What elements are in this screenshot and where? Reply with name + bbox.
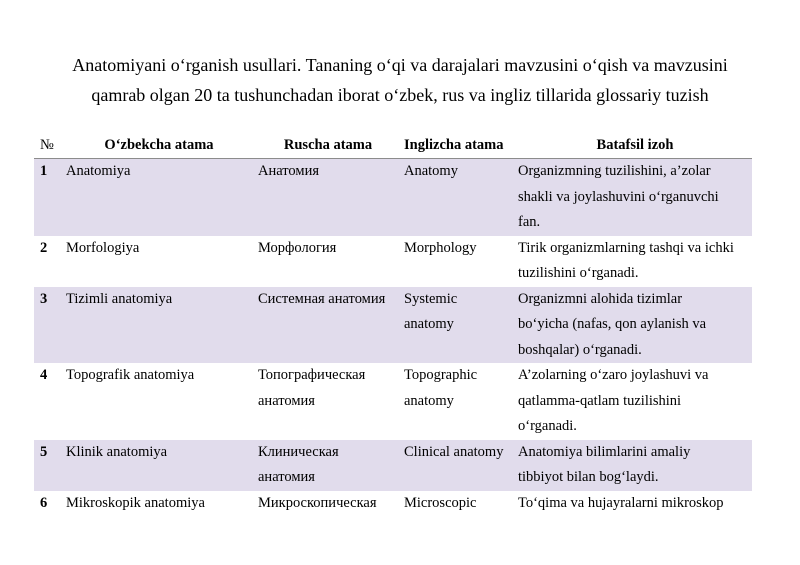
cell-description bbox=[512, 159, 752, 236]
cell-line: Tirik organizmlarning tashqi va ichki bbox=[518, 239, 734, 256]
cell-line: shakli va joylashuvini o‘rganuvchi bbox=[518, 188, 719, 205]
table-row bbox=[34, 159, 752, 236]
cell-number: 3 bbox=[40, 290, 48, 307]
cell-line: Organizmni alohida tizimlar bbox=[518, 290, 683, 307]
cell-line: Morfologiya bbox=[66, 239, 140, 256]
cell-description bbox=[512, 287, 752, 364]
cell-line: Organizmning tuzilishini, a’zolar bbox=[518, 163, 711, 179]
cell-description bbox=[512, 236, 752, 287]
cell-description bbox=[512, 440, 752, 491]
cell-line: Microscopic bbox=[404, 494, 477, 511]
cell-line: Топографическая bbox=[258, 367, 366, 383]
cell-line: Anatomy bbox=[404, 163, 458, 179]
cell-line: Mikroskopik anatomiya bbox=[66, 494, 205, 511]
header-uzbek-term: O‘zbekcha atama bbox=[104, 137, 214, 153]
cell-line: tuzilishini o‘rganadi. bbox=[518, 265, 639, 281]
header-english-term: Inglizcha atama bbox=[404, 137, 504, 153]
cell-line: qatlamma-qatlam tuzilishini bbox=[518, 392, 682, 409]
cell-description bbox=[512, 363, 752, 440]
cell-line: Микроскопическая bbox=[258, 494, 377, 511]
cell-line: Анатомия bbox=[258, 163, 320, 179]
cell-number: 5 bbox=[40, 443, 48, 460]
cell-russian-term bbox=[252, 491, 398, 517]
cell-line: Anatomiya bilimlarini amaliy bbox=[518, 443, 691, 460]
cell-line: tibbiyot bilan bog‘laydi. bbox=[518, 469, 659, 485]
cell-english-term bbox=[398, 287, 512, 338]
cell-uzbek-term bbox=[60, 159, 252, 185]
cell-english-term bbox=[398, 363, 512, 414]
table-row bbox=[34, 236, 752, 287]
table-body bbox=[34, 159, 752, 521]
cell-english-term bbox=[398, 440, 512, 466]
cell-line: анатомия bbox=[258, 469, 315, 485]
header-description: Batafsil izoh bbox=[596, 137, 674, 153]
cell-russian-term bbox=[252, 159, 398, 185]
cell-line: anatomy bbox=[404, 392, 454, 409]
document-title bbox=[30, 50, 770, 110]
header-number: № bbox=[40, 137, 54, 153]
cell-line: boshqalar) o‘rganadi. bbox=[518, 341, 642, 358]
cell-number: 2 bbox=[40, 239, 48, 256]
cell-line: Clinical anatomy bbox=[404, 443, 504, 460]
table-row bbox=[34, 440, 752, 491]
glossary-table bbox=[34, 132, 752, 521]
cell-line: анатомия bbox=[258, 392, 315, 409]
cell-line: o‘rganadi. bbox=[518, 418, 577, 434]
cell-line: Morphology bbox=[404, 239, 477, 256]
cell-line: anatomy bbox=[404, 316, 454, 332]
cell-line: To‘qima va hujayralarni mikroskop bbox=[518, 494, 724, 511]
cell-english-term bbox=[398, 491, 512, 517]
title-line-1: Anatomiyani o‘rganish usullari. Tananing o‘qi va darajalari mavzusini o‘qish va mavzusini bbox=[72, 55, 728, 75]
cell-number: 4 bbox=[40, 367, 48, 383]
header-russian-term: Ruscha atama bbox=[283, 137, 373, 153]
cell-description bbox=[512, 491, 752, 517]
cell-line: Системная анатомия bbox=[258, 290, 386, 307]
cell-line: bo‘yicha (nafas, qon aylanish va bbox=[518, 316, 707, 332]
cell-line: Anatomiya bbox=[66, 163, 131, 179]
cell-russian-term bbox=[252, 440, 398, 491]
cell-line: Topografik anatomiya bbox=[66, 367, 195, 383]
cell-number: 1 bbox=[40, 163, 48, 179]
cell-line: Klinik anatomiya bbox=[66, 443, 168, 460]
cell-russian-term bbox=[252, 236, 398, 262]
cell-russian-term bbox=[252, 287, 398, 313]
cell-uzbek-term bbox=[60, 440, 252, 466]
cell-english-term bbox=[398, 236, 512, 262]
cell-line: A’zolarning o‘zaro joylashuvi va bbox=[518, 367, 709, 383]
cell-uzbek-term bbox=[60, 287, 252, 313]
cell-line: Морфология bbox=[258, 239, 337, 256]
cell-number: 6 bbox=[40, 494, 48, 511]
cell-line: Topographic bbox=[404, 367, 478, 383]
cell-line: Клиническая bbox=[258, 443, 339, 460]
table-row bbox=[34, 363, 752, 440]
cell-uzbek-term bbox=[60, 363, 252, 389]
table-row bbox=[34, 491, 752, 521]
cell-line: Systemic bbox=[404, 290, 458, 307]
cell-line: fan. bbox=[518, 214, 541, 230]
table-header-row bbox=[34, 132, 752, 159]
cell-russian-term bbox=[252, 363, 398, 414]
cell-line: Tizimli anatomiya bbox=[66, 290, 173, 307]
table-row bbox=[34, 287, 752, 364]
cell-uzbek-term bbox=[60, 491, 252, 517]
title-line-2: qamrab olgan 20 ta tushunchadan iborat o‘zbek, rus va ingliz tillarida glossariy tuzish bbox=[91, 85, 709, 105]
cell-english-term bbox=[398, 159, 512, 185]
cell-uzbek-term bbox=[60, 236, 252, 262]
